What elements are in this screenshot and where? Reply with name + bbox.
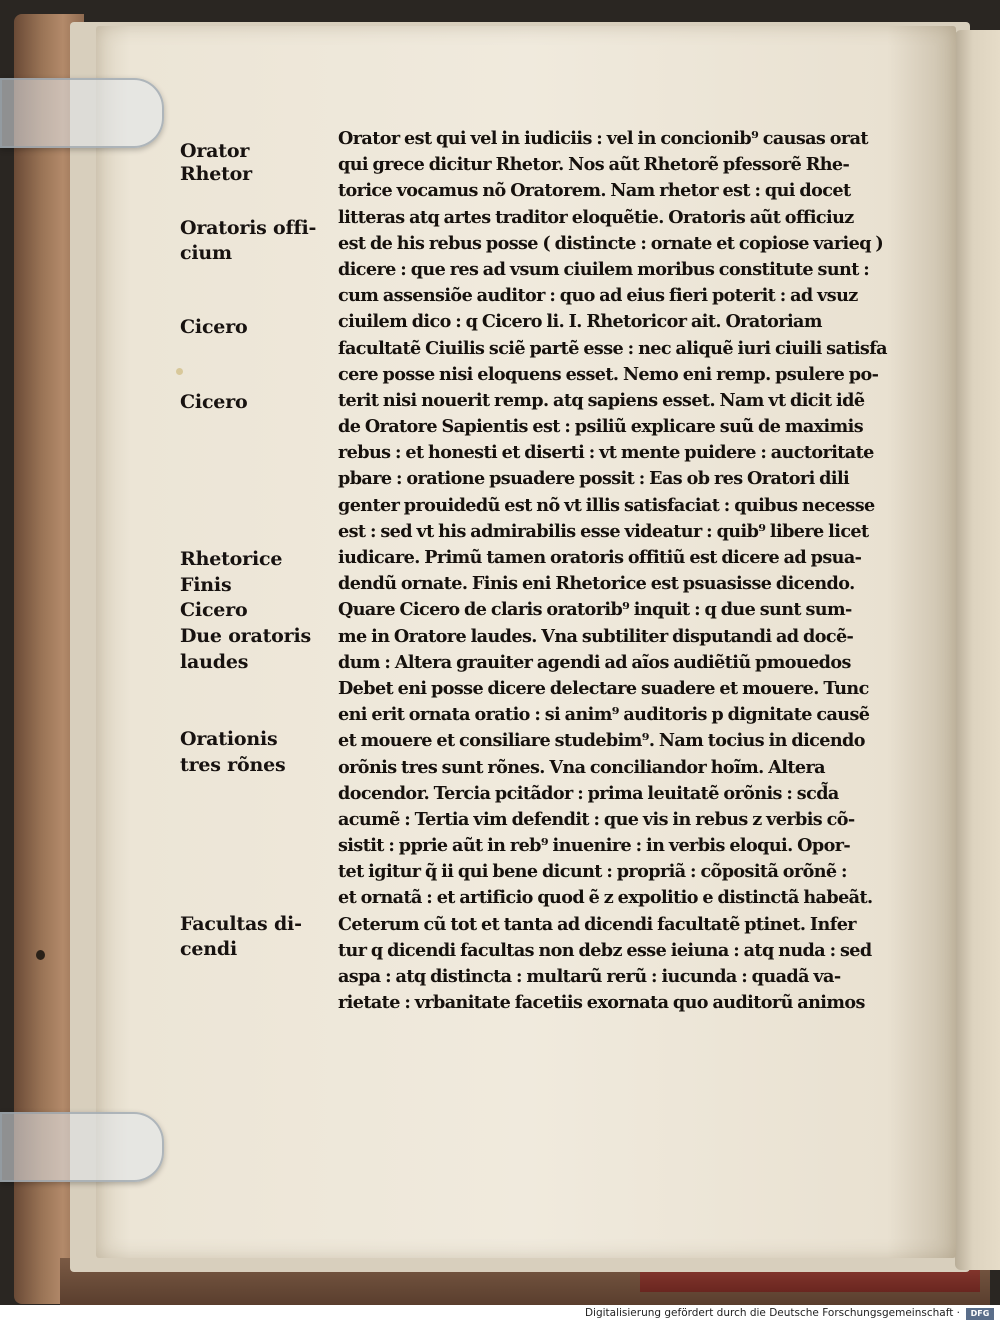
- margin-note: Cicero: [180, 391, 248, 413]
- text-line: et ornatã : et artificio quod ẽ z expolitio e distinctã habeãt.: [338, 887, 873, 909]
- dfg-logo: DFG: [966, 1308, 994, 1320]
- funding-credit: Digitalisierung gefördert durch die Deutsche Forschungsgemeinschaft ·: [584, 1307, 960, 1319]
- text-line: dum : Altera grauiter agendi ad aĩos audiẽtiũ pmouedos: [338, 651, 851, 673]
- text-line: pbare : oratione psuadere possit : Eas ob res Oratori dili: [338, 468, 850, 490]
- margin-note: Facultas di-: [180, 913, 302, 935]
- text-line: aspa : atq distincta : multarũ rerũ : iucunda : quadã va-: [338, 966, 841, 987]
- text-line: ciuilem dico : q Cicero li. I. Rhetoricor ait. Oratoriam: [338, 311, 822, 333]
- text-line: est de his rebus posse ( distincte : ornate et copiose varieq ): [338, 232, 884, 254]
- margin-note: Rhetor: [180, 163, 252, 185]
- text-line: cum assensiõe auditor : quo ad eius fieri poterit : ad vsuz: [338, 285, 858, 307]
- body-text: [338, 126, 906, 1016]
- margin-note: Finis: [180, 574, 232, 596]
- text-line: eni erit ornata oratio : si anim⁹ auditoris p dignitate causẽ: [338, 704, 870, 726]
- text-line: cere posse nisi eloquens esset. Nemo eni remp. psulere po-: [338, 363, 879, 385]
- text-line: tet igitur q̃ ii qui bene dicunt : propriã : cõpositã orõnẽ :: [338, 861, 847, 883]
- text-line: acumẽ : Tertia vim defendit : que vis in rebus z verbis cõ-: [338, 808, 855, 830]
- text-line: Orator est qui vel in iudiciis : vel in concionib⁹ causas orat: [338, 128, 868, 149]
- text-line: qui grece dicitur Rhetor. Nos aũt Rhetorẽ pfessorẽ Rhe-: [338, 154, 850, 176]
- text-line: et mouere et consiliare studebim⁹. Nam tocius in dicendo: [338, 730, 865, 752]
- text-line: orõnis tres sunt rõnes. Vna conciliandor hoĩm. Altera: [338, 756, 825, 778]
- glass-clip-bottom: [0, 1112, 164, 1182]
- text-line: tur q dicendi facultas non debz esse ieiuna : atq nuda : sed: [338, 939, 872, 961]
- text-line: rebus : et honesti et diserti : vt mente puidere : auctoritate: [338, 442, 874, 464]
- margin-note: tres rõnes: [180, 754, 286, 776]
- text-line: me in Oratore laudes. Vna subtiliter disputandi ad docẽ-: [338, 625, 854, 647]
- margin-note: Orationis: [180, 728, 278, 750]
- text-line: Quare Cicero de claris oratorib⁹ inquit : q due sunt sum-: [338, 599, 852, 621]
- text-line: torice vocamus nõ Oratorem. Nam rhetor est : qui docet: [338, 180, 851, 202]
- facing-page-edge: [955, 30, 1000, 1270]
- margin-note: Due oratoris: [180, 625, 311, 647]
- footer-bar: [0, 1305, 1000, 1323]
- text-line: facultatẽ Ciuilis sciẽ partẽ esse : nec aliquẽ iuri ciuili satisfa: [338, 337, 887, 359]
- binding-hole: [36, 950, 45, 960]
- margin-note: Oratoris offi-: [180, 217, 317, 239]
- text-line: Debet eni posse dicere delectare suadere et mouere. Tunc: [338, 677, 869, 699]
- margin-note: cendi: [180, 938, 237, 960]
- text-line: de Oratore Sapientis est : psiliũ explicare suũ de maximis: [338, 416, 864, 438]
- text-line: sistit : pprie aũt in reb⁹ inuenire : in verbis eloqui. Opor-: [338, 835, 851, 857]
- text-line: litteras atq artes traditor eloquẽtie. Oratoris aũt officiuz: [338, 206, 854, 228]
- margin-note: laudes: [180, 651, 249, 673]
- margin-note: Cicero: [180, 599, 248, 621]
- text-line: dicere : que res ad vsum ciuilem moribus constitute sunt :: [338, 258, 870, 280]
- text-line: terit nisi nouerit remp. atq sapiens esset. Nam vt dicit idẽ: [338, 389, 865, 411]
- text-line: Ceterum cũ tot et tanta ad dicendi facultatẽ ptinet. Infer: [338, 913, 856, 935]
- margin-note: cium: [180, 242, 232, 264]
- text-line: iudicare. Primũ tamen oratoris offitiũ est dicere ad psua-: [338, 547, 862, 568]
- margin-note: Orator: [180, 140, 250, 162]
- margin-note: Cicero: [180, 316, 248, 338]
- text-line: genter prouidedũ est nõ vt illis satisfaciat : quibus necesse: [338, 494, 875, 516]
- text-line: rietate : vrbanitate facetiis exornata quo auditorũ animos: [338, 992, 865, 1014]
- text-line: dendũ ornate. Finis eni Rhetorice est psuasisse dicendo.: [338, 573, 855, 595]
- glass-clip-top: [0, 78, 164, 148]
- text-line: docendor. Tercia pcitãdor : prima leuitatẽ orõnis : scd̃a: [338, 782, 839, 804]
- margin-note: Rhetorice: [180, 548, 283, 570]
- paper-spot: [176, 368, 183, 375]
- text-line: est : sed vt his admirabilis esse videatur : quib⁹ libere licet: [338, 520, 869, 542]
